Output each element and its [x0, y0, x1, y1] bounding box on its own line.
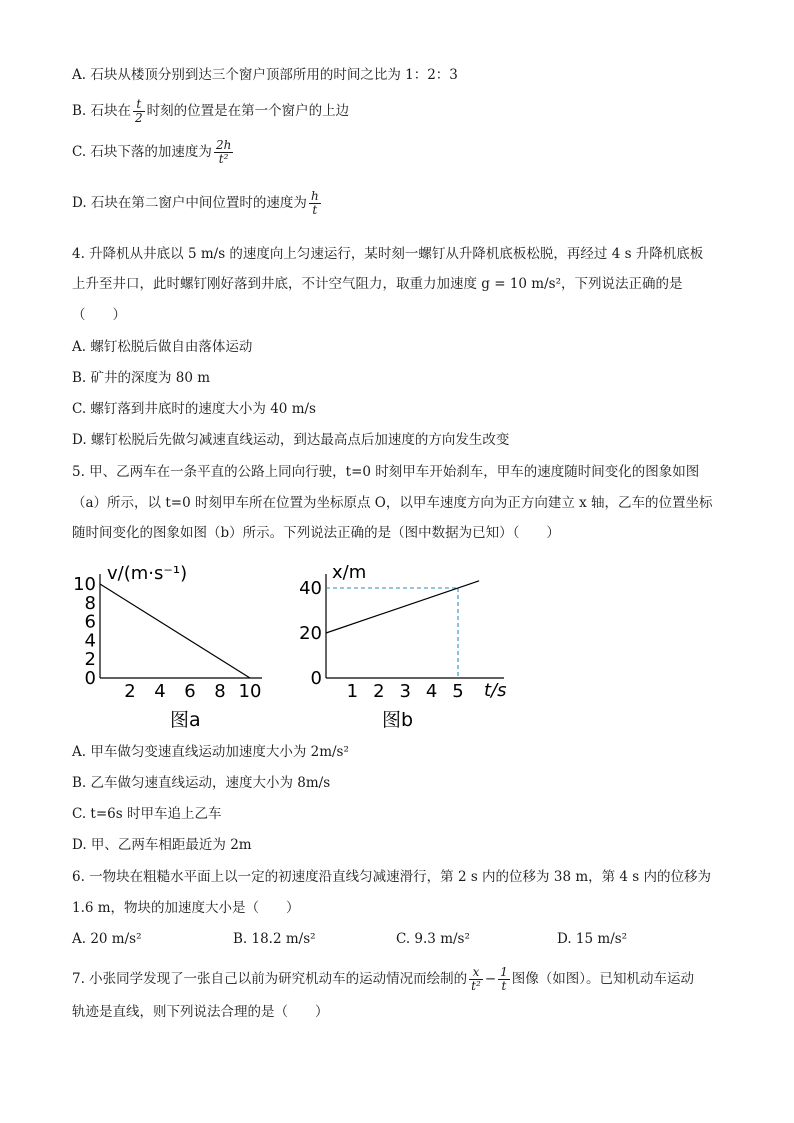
x-tick-label: 10: [238, 681, 262, 702]
y-tick-label: 8: [84, 592, 96, 614]
y-tick-label: 2: [84, 649, 96, 671]
q4-option-b: B. 矿井的深度为 80 m: [72, 370, 211, 386]
graph-a-title: 图a: [170, 709, 201, 731]
q6-option-c: C. 9.3 m/s²: [396, 931, 470, 947]
y-tick-label: 0: [84, 668, 96, 689]
y-axis-label: v/(m·s⁻¹): [107, 563, 188, 584]
q4-stem-line2: 上升至井口，此时螺钉刚好落到井底，不计空气阻力，取重力加速度 g = 10 m/s²，下列说法正确的是: [72, 276, 683, 292]
q3-option-b: B. 石块在 $\frac{t}{2}$ 时刻的位置是在第一个窗户的上边: [72, 97, 350, 125]
q3-option-d: D. 石块在第二窗户中间位置时的速度为 $\frac{h}{t}$: [72, 189, 319, 217]
x-tick-label: 4: [154, 681, 166, 702]
q4-stem-line1: 4. 升降机从井底以 5 m/s 的速度向上匀速运行，某时刻一螺钉从升降机底板松脱，再经过 4 s 升降机底板: [72, 246, 704, 262]
y-tick-label: 40: [299, 578, 322, 599]
y-tick-label: 0: [310, 668, 322, 689]
q4-option-d: D. 螺钉松脱后先做匀减速直线运动，到达最高点后加速度的方向发生改变: [72, 432, 510, 448]
q6-stem-line2: 1.6 m，物块的加速度大小是（ ）: [72, 900, 300, 916]
y-tick-label: 10: [73, 574, 96, 595]
x-axis-label: t/s: [484, 680, 507, 701]
x-tick-label: 8: [214, 681, 226, 702]
q5-option-c: C. t=6s 时甲车追上乙车: [72, 806, 222, 822]
q5-stem-line2: （a）所示，以 t=0 时刻甲车所在位置为坐标原点 O，以甲车速度方向为正方向建立 x 轴，乙车的位置坐标: [72, 495, 713, 511]
y-tick-label: 4: [84, 630, 96, 652]
graph-b: [296, 556, 526, 736]
q7-stem-line2: 轨迹是直线，则下列说法合理的是（ ）: [72, 1004, 329, 1020]
graph-a: [72, 556, 277, 736]
x-tick-label: 5: [452, 681, 464, 702]
q7-stem-line1: 7. 小张同学发现了一张自己以前为研究机动车的运动情况而绘制的 $\frac{x}{\text{t²}}$ − $\frac{1}{t}$ 图像（如图）。已知机动车运动: [72, 965, 695, 993]
graph-b-title: 图b: [382, 709, 414, 731]
q4-stem-line3: （ ）: [72, 307, 126, 323]
q5-stem-line1: 5. 甲、乙两车在一条平直的公路上同向行驶，t=0 时刻甲车开始刹车，甲车的速度随时间变化的图象如图: [72, 464, 700, 480]
q5-option-a: A. 甲车做匀变速直线运动加速度大小为 2m/s²: [72, 744, 349, 760]
q5-stem-line3: 随时间变化的图象如图（b）所示。下列说法正确的是（图中数据为已知）（ ）: [72, 525, 560, 541]
fraction: $\frac{h}{t}$: [310, 189, 319, 217]
y-axis-label: x/m: [332, 562, 367, 583]
fraction: $\frac{2h}{\text{t²}}$: [215, 138, 232, 166]
q4-option-c: C. 螺钉落到井底时的速度大小为 40 m/s: [72, 401, 316, 417]
x-tick-label: 6: [184, 681, 196, 702]
x-tick-label: 2: [373, 681, 385, 702]
fraction: $\frac{1}{t}$: [500, 965, 508, 993]
y-tick-label: 20: [299, 623, 322, 644]
q3-option-c: C. 石块下落的加速度为 $\frac{2h}{\text{t²}}$: [72, 138, 232, 166]
x-tick-label: 3: [399, 681, 411, 702]
q6-option-d: D. 15 m/s²: [557, 931, 628, 947]
series-line: [100, 584, 250, 678]
x-tick-label: 4: [425, 681, 438, 702]
y-tick-label: 6: [84, 611, 96, 633]
x-tick-label: 1: [346, 681, 359, 702]
q6-option-b: B. 18.2 m/s²: [233, 931, 316, 947]
q3-option-a: A. 石块从楼顶分别到达三个窗户顶部所用的时间之比为 1：2：3: [72, 67, 458, 83]
q5-option-b: B. 乙车做匀速直线运动，速度大小为 8m/s: [72, 775, 331, 791]
fraction: $\frac{x}{\text{t²}}$: [471, 965, 481, 993]
x-tick-label: 2: [124, 681, 136, 702]
fraction: $\frac{t}{2}$: [135, 97, 143, 125]
q4-option-a: A. 螺钉松脱后做自由落体运动: [72, 339, 253, 355]
q6-option-a: A. 20 m/s²: [72, 931, 142, 947]
q5-option-d: D. 甲、乙两车相距最近为 2m: [72, 837, 252, 853]
series-line: [326, 581, 479, 633]
q6-stem-line1: 6. 一物块在粗糙水平面上以一定的初速度沿直线匀减速滑行，第 2 s 内的位移为 38 m，第 4 s 内的位移为: [72, 869, 712, 885]
